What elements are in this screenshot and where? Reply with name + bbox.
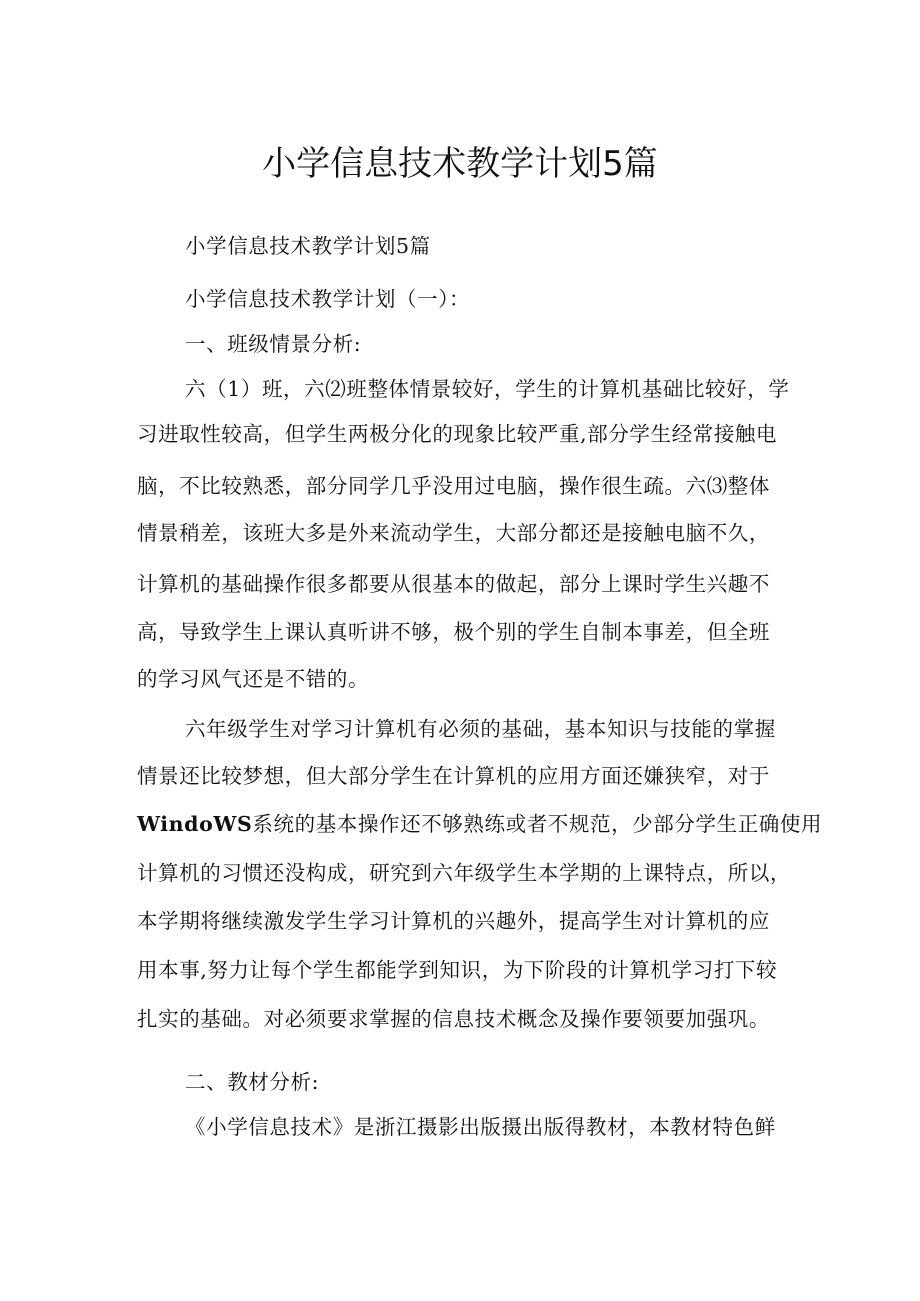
paragraph2-line	[137, 809, 823, 839]
paragraph1-line: 计算机的基础操作很多都要从很基本的做起，部分上课时学生兴趣不	[137, 572, 770, 596]
paragraph2-line: 本学期将继续激发学生学习计算机的兴趣外，提高学生对计算机的应	[137, 909, 770, 933]
document-title: 小学信息技术教学计划5篇	[262, 144, 658, 184]
paragraph2-line: 情景还比较梦想，但大部分学生在计算机的应用方面还嫌狭窄，对于	[137, 764, 770, 788]
paragraph1-line: 高，导致学生上课认真听讲不够，极个别的学生自制本事差，但全班	[137, 620, 770, 644]
paragraph2-line: 计算机的习惯还没构成，研究到六年级学生本学期的上课特点，所以，	[137, 861, 792, 885]
paragraph1-line: 情景稍差，该班大多是外来流动学生，大部分都还是接触电脑不久，	[137, 521, 770, 545]
section1-heading: 一、班级情景分析:	[185, 332, 362, 356]
intro-line: 小学信息技术教学计划5篇	[185, 234, 431, 258]
paragraph2-line-rest: 系统的基本操作还不够熟练或者不规范，少部分学生正确使用	[252, 812, 823, 836]
paragraph1-line: 的学习风气还是不错的。	[137, 667, 370, 691]
paragraph1-line: 六（1）班，六⑵班整体情景较好，学生的计算机基础比较好，学	[185, 377, 790, 401]
paragraph1-line: 脑，不比较熟悉，部分同学几乎没用过电脑，操作很生疏。六⑶整体	[137, 474, 770, 498]
paragraph2-line: 扎实的基础。对必须要求掌握的信息技术概念及操作要领要加强巩。	[137, 1007, 770, 1031]
windows-word: WindoWS	[137, 812, 253, 836]
plan-heading: 小学信息技术教学计划（一）：	[185, 287, 471, 311]
paragraph2-line: 用本事,努力让每个学生都能学到知识，为下阶段的计算机学习打下较	[137, 958, 778, 982]
paragraph3-line: 《小学信息技术》是浙江摄影出版摄出版得教材，本教材特色鲜	[185, 1115, 776, 1139]
paragraph1-line: 习进取性较高，但学生两极分化的现象比较严重,部分学生经常接触电	[137, 422, 778, 446]
paragraph2-line: 六年级学生对学习计算机有必须的基础，基本知识与技能的掌握	[185, 717, 776, 741]
section2-heading: 二、教材分析:	[185, 1070, 320, 1094]
